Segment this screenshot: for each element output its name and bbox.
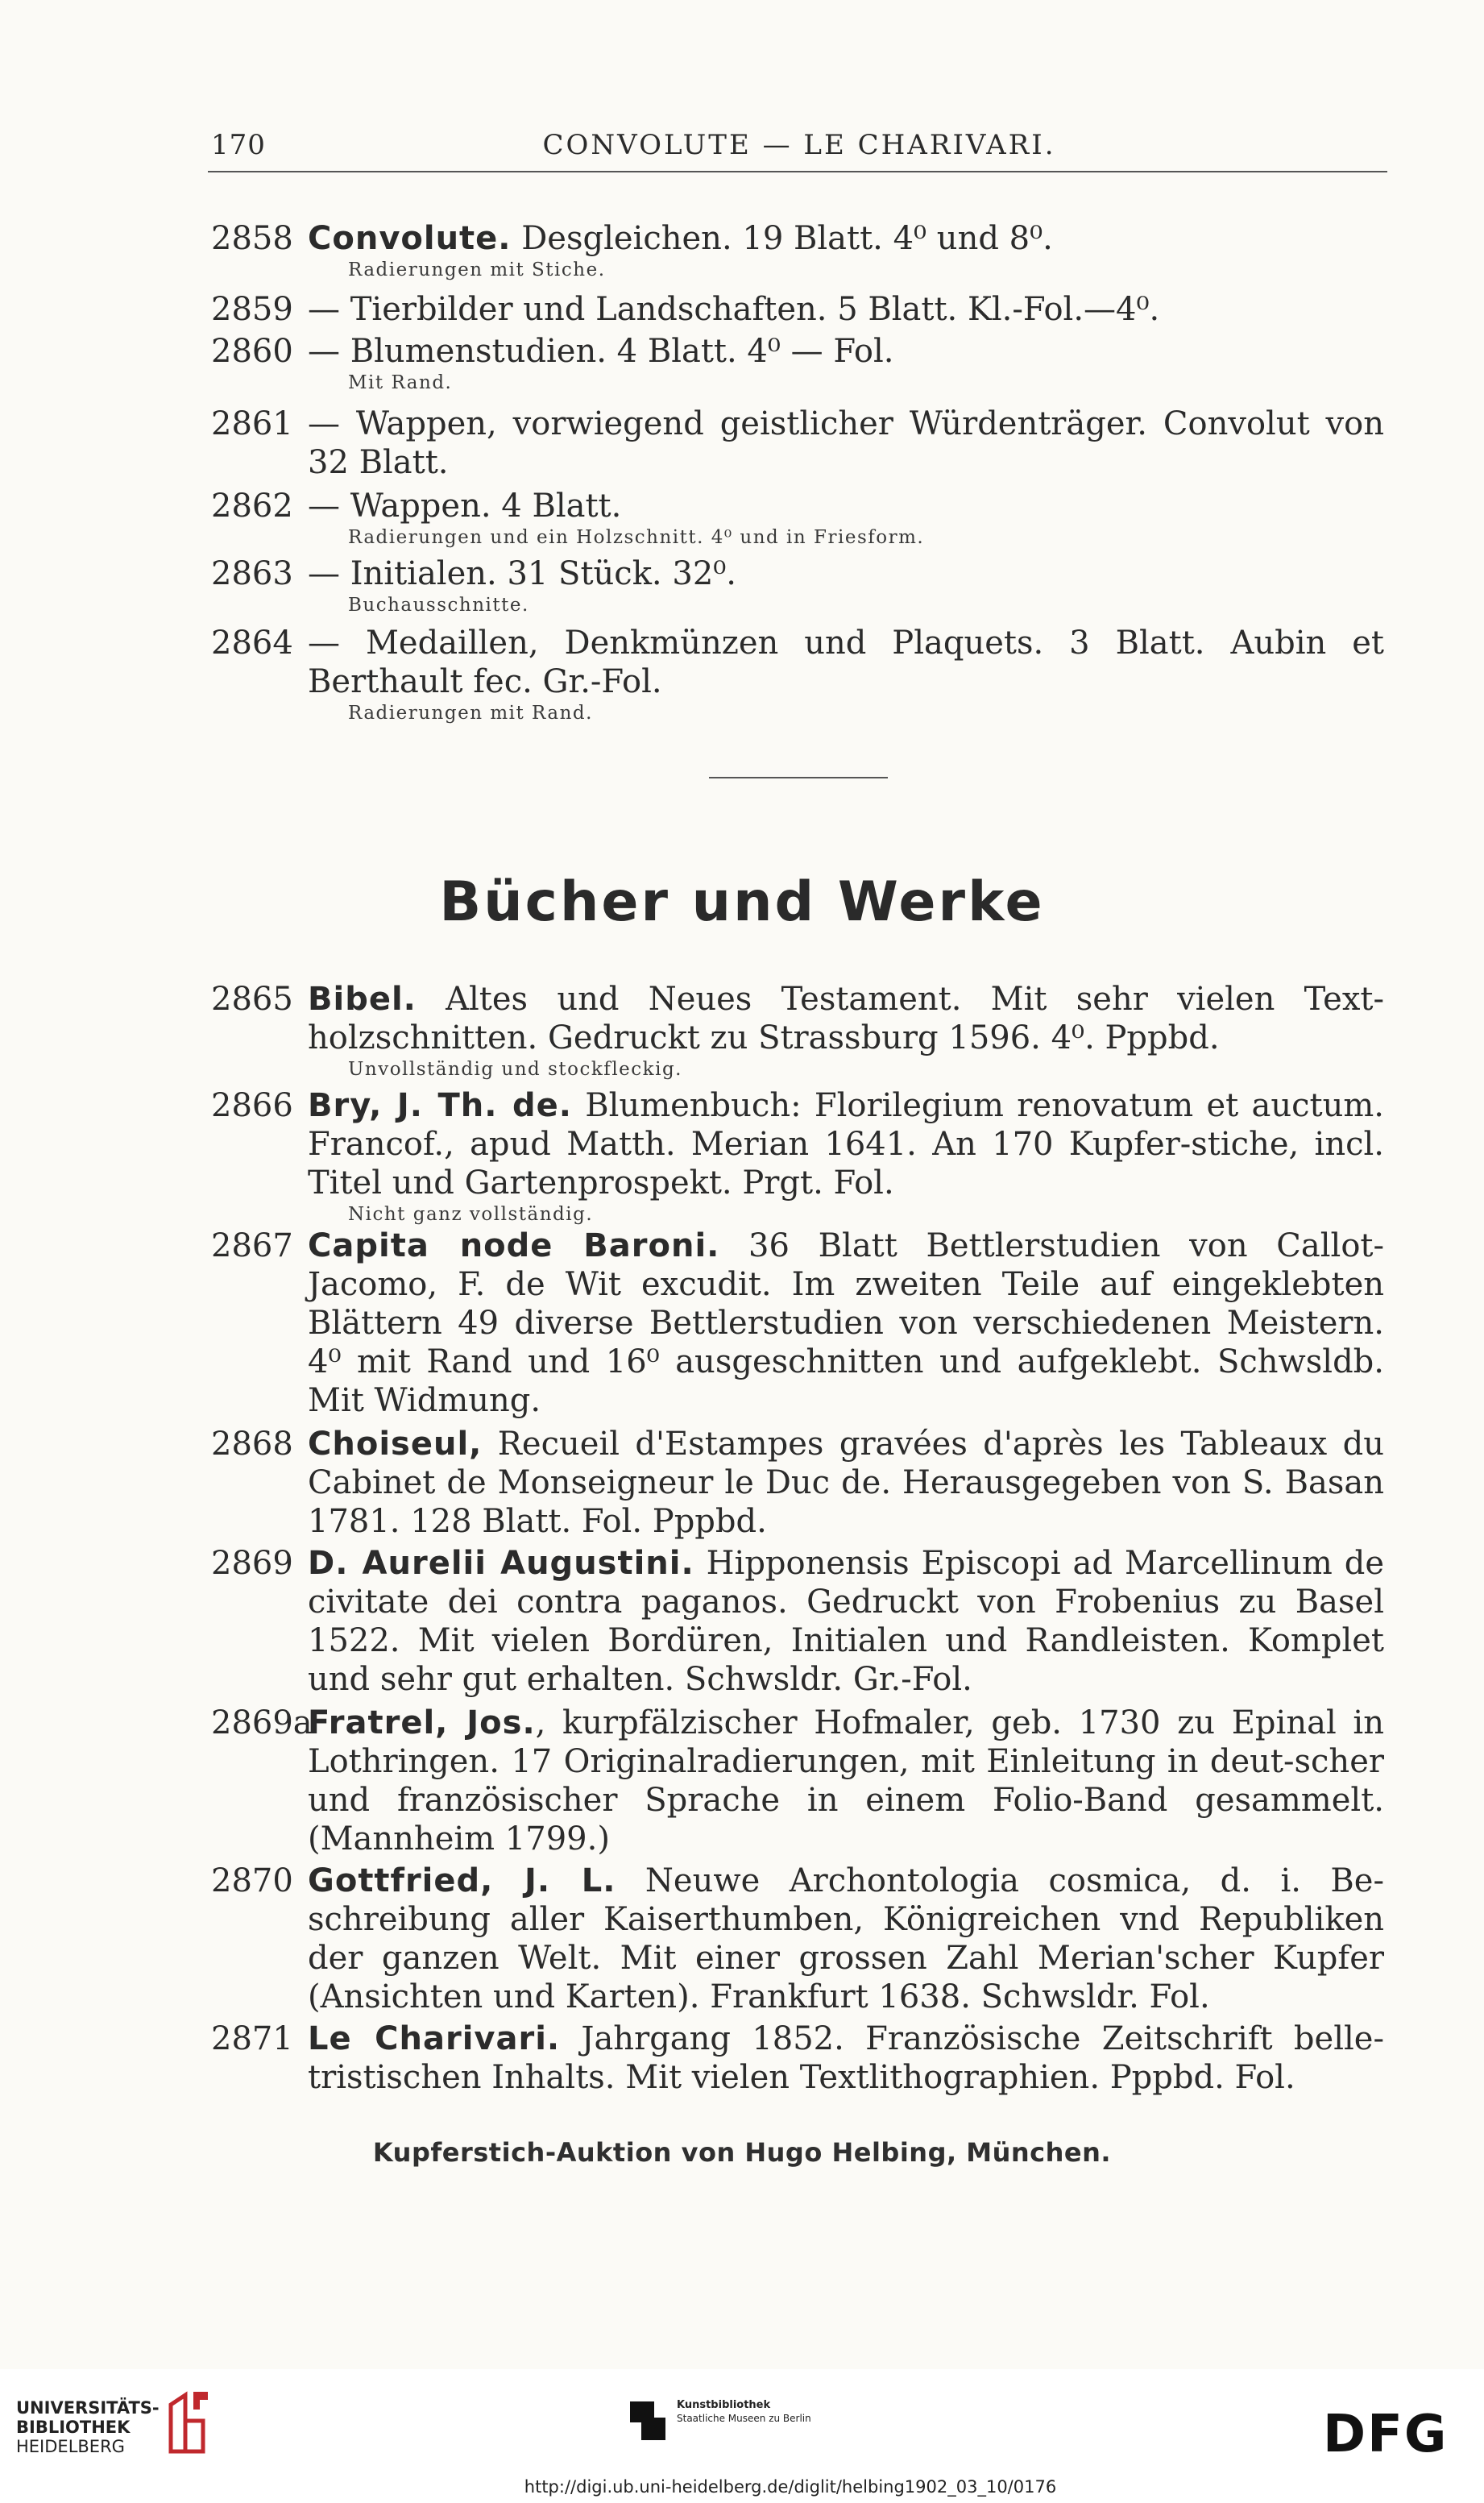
ub-line-2: BIBLIOTHEK (16, 2418, 131, 2437)
header-rule (208, 171, 1387, 172)
library-bar (0, 2369, 1484, 2503)
entry-text: — Initialen. 31 Stück. 32⁰. (308, 555, 737, 592)
entry-number: 2862 (211, 488, 293, 525)
entry-name: Gottfried, J. L. (308, 1862, 616, 1899)
entry-body (308, 1544, 1384, 1699)
entry-text: Blumenbuch: Florilegium renovatum et auctum. Francof., apud Matth. Merian 1641. An 170 Kupfer-stiche, incl. Titel und Gartenprospekt. Prgt. Fol. (308, 1087, 1384, 1202)
entry-text: Neuwe Archontologia cosmica, d. i. Be-schreibung aller Kaiserthumben, Königreichen vnd Republiken der ganzen Welt. Mit einer grossen Zahl Merian'scher Kupfer (Ansichten und Karten). Frankfurt 1638. Schwsldr. Fol. (308, 1862, 1384, 2015)
entry-name: Bibel. (308, 981, 417, 1018)
entry-name: Convolute. (308, 220, 512, 257)
entry-body (308, 405, 1384, 482)
section-divider (709, 777, 888, 778)
entry-text: Jahrgang 1852. Französische Zeitschrift belle-tristischen Inhalts. Mit vielen Textlithographien. Pppbd. Fol. (308, 2020, 1384, 2096)
entry-number: 2863 (211, 555, 293, 592)
entry-number: 2870 (211, 1862, 293, 1899)
running-title: CONVOLUTE — LE CHARIVARI. (542, 129, 1056, 161)
entry-text: — Wappen. 4 Blatt. (308, 488, 622, 525)
entry-number: 2869 (211, 1545, 293, 1582)
entry-text: Recueil d'Estampes gravées d'après les Tableaux du Cabinet de Monseigneur le Duc de. Herausgegeben von S. Basan 1781. 128 Blatt. Fol. Pppbd. (308, 1426, 1384, 1540)
entry-note: Radierungen mit Rand. (348, 703, 593, 724)
entry-body (308, 624, 1384, 725)
kb-subtitle: Staatliche Museen zu Berlin (677, 2413, 811, 2424)
entry-body (308, 332, 1384, 395)
kunstbibliothek-logo[interactable] (630, 2398, 896, 2447)
entry-note: Unvollständig und stockfleckig. (348, 1059, 682, 1080)
dfg-logo[interactable] (1323, 2403, 1468, 2459)
entry-number: 2866 (211, 1087, 293, 1124)
entry-note: Radierungen und ein Holzschnitt. 4⁰ und in Friesform. (348, 527, 925, 548)
entry-number: 2861 (211, 405, 293, 442)
entry-body (308, 487, 1384, 550)
ub-heidelberg-logo[interactable] (16, 2389, 209, 2477)
entry-number: 2865 (211, 981, 293, 1018)
entry-body (308, 980, 1384, 1081)
entry-number: 2868 (211, 1426, 293, 1463)
entry-name: Capita node Baroni. (308, 1227, 720, 1264)
entry-number: 2867 (211, 1227, 293, 1264)
entry-name: Bry, J. Th. de. (308, 1087, 572, 1124)
entry-number: 2858 (211, 220, 293, 257)
entry-number: 2859 (211, 291, 293, 328)
entry-note: Mit Rand. (348, 372, 453, 393)
page-number: 170 (211, 129, 266, 161)
entry-text: Hipponensis Episcopi ad Marcellinum de civitate dei contra paganos. Gedruckt von Frobenius zu Basel 1522. Mit vielen Bordüren, Initialen und Randleisten. Komplet und sehr gut erhalten. Schwsldr. Gr.-Fol. (308, 1545, 1384, 1698)
entry-body (308, 1086, 1384, 1227)
entry-text: Altes und Neues Testament. Mit sehr vielen Text-holzschnitten. Gedruckt zu Strassburg 1596. 4⁰. Pppbd. (308, 981, 1384, 1056)
entry-name: Fratrel, Jos. (308, 1704, 536, 1741)
entry-body (308, 2019, 1384, 2097)
ub-mark-icon (161, 2389, 209, 2456)
entry-body (308, 1227, 1384, 1420)
auction-footer: Kupferstich-Auktion von Hugo Helbing, München. (372, 2137, 1112, 2168)
entry-name: Choiseul, (308, 1426, 483, 1463)
entry-body (308, 1862, 1384, 2016)
entry-text: Desgleichen. 19 Blatt. 4⁰ und 8⁰. (511, 220, 1053, 257)
entry-name: Le Charivari. (308, 2020, 561, 2057)
running-header (211, 129, 1387, 164)
entry-number: 2864 (211, 625, 293, 662)
entry-note: Radierungen mit Stiche. (348, 259, 606, 280)
entry-text: 36 Blatt Bettlerstudien von Callot-Jacomo, F. de Wit excudit. Im zweiten Teile auf eingeklebten Blättern 49 diverse Bettlerstudien von verschiedenen Meistern. 4⁰ mit Rand und 16⁰ ausgeschnitten und aufgeklebt. Schwsldb. Mit Widmung. (308, 1227, 1384, 1419)
entry-body (308, 554, 1384, 617)
entry-text: , kurpfälzischer Hofmaler, geb. 1730 zu Epinal in Lothringen. 17 Originalradierungen, mit Einleitung in deut-scher und französischer Sprache in einem Folio-Band gesammelt. (Mannheim 1799.) (308, 1704, 1384, 1858)
permalink-url[interactable]: http://digi.ub.uni-heidelberg.de/diglit/helbing1902_03_10/0176 (524, 2477, 1057, 2497)
entry-note: Buchausschnitte. (348, 595, 529, 616)
entry-body (308, 1425, 1384, 1541)
section-title: Bücher und Werke (439, 870, 1045, 934)
entry-number: 2871 (211, 2020, 293, 2057)
entry-name: D. Aurelii Augustini. (308, 1545, 694, 1582)
kunstbibliothek-text (677, 2398, 811, 2426)
entry-body (308, 1704, 1384, 1858)
kb-title: Kunstbibliothek (677, 2399, 771, 2411)
entry-text: — Tierbilder und Landschaften. 5 Blatt. Kl.-Fol.—4⁰. (308, 291, 1160, 328)
dfg-logo-text: DFG (1323, 2405, 1449, 2459)
ub-line-3: HEIDELBERG (16, 2437, 125, 2456)
entry-text: — Medaillen, Denkmünzen und Plaquets. 3 Blatt. Aubin et Berthault fec. Gr.-Fol. (308, 625, 1384, 700)
ub-line-1: UNIVERSITÄTS- (16, 2398, 160, 2418)
entry-number: 2860 (211, 333, 293, 370)
entry-body (308, 219, 1384, 282)
entry-number: 2869a (211, 1704, 313, 1741)
entry-text: — Blumenstudien. 4 Blatt. 4⁰ — Fol. (308, 333, 894, 370)
entry-note: Nicht ganz vollständig. (348, 1204, 594, 1225)
entry-body (308, 290, 1384, 329)
ub-heidelberg-text (16, 2398, 160, 2456)
kunstbibliothek-mark-icon (630, 2398, 665, 2440)
entry-text: — Wappen, vorwiegend geistlicher Würdenträger. Convolut von 32 Blatt. (308, 405, 1384, 481)
